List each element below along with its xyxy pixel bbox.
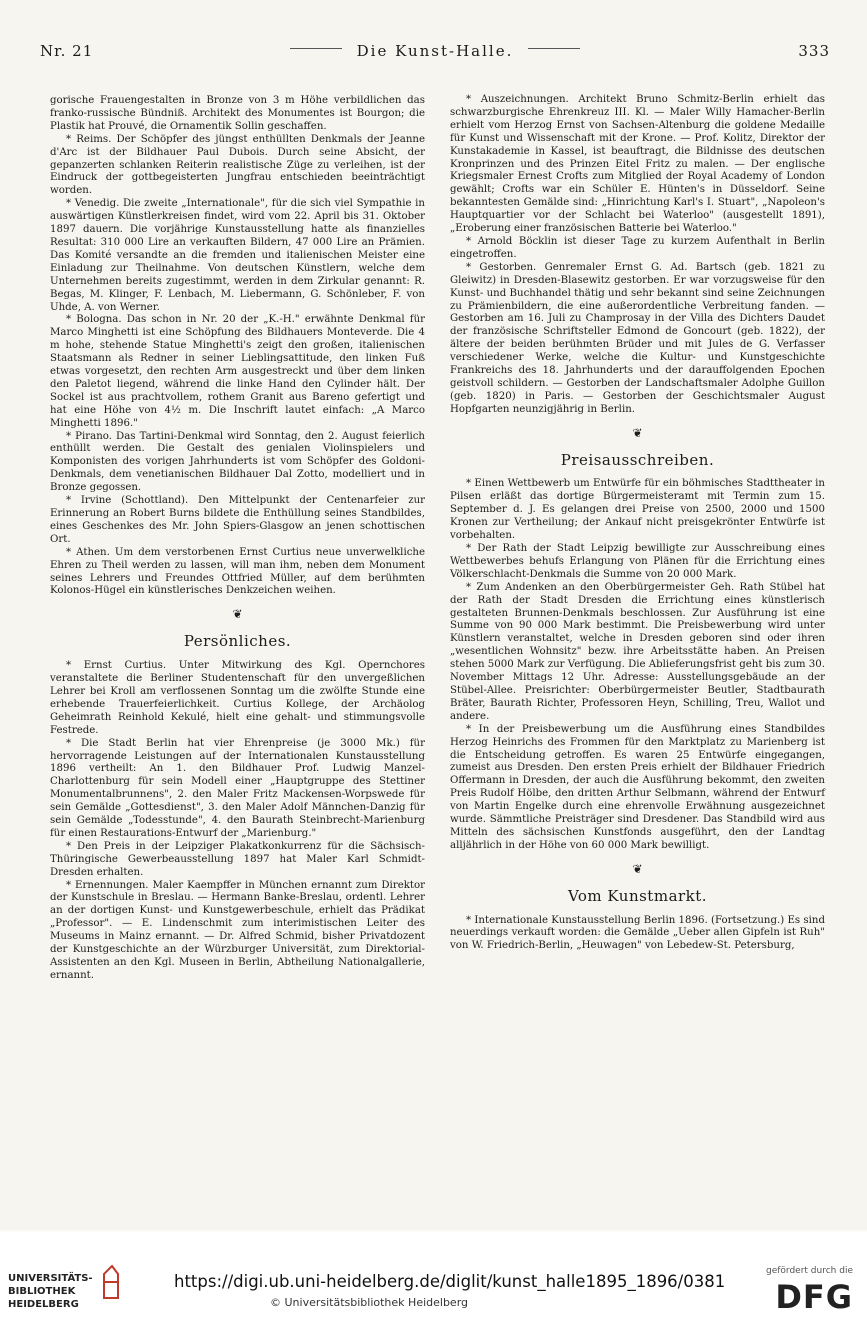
paragraph: * Auszeichnungen. Architekt Bruno Schmitz-Berlin erhielt das schwarzburgische Ehrenkreuz III. Kl. — Maler Willy Hamacher-Berlin erhielt vom Herzog Ernst von Sachsen-Altenburg die goldene Medaille für Kunst und Wissenschaft mit der Krone. — Prof. Kolitz, Direktor der Kunstakademie in Kassel, ist beauftragt, die Bildnisse des deutschen Kronprinzen und des Prinzen Eitel Fritz zu malen. — Der englische Kriegsmaler Ernest Crofts zum Mitglied der Royal Academy of London gewählt; Crofts war ein Schüler E. Hünten's in Düsseldorf. Seine bekanntesten Gemälde sind: „Hinrichtung Karl's I. Stuart", „Napoleon's Hauptquartier vor der Schlacht bei Waterloo" (ausgestellt 1891), „Eroberung einer französischen Batterie bei Waterloo." (450, 94, 825, 235)
paragraph: * Der Rath der Stadt Leipzig bewilligte zur Ausschreibung eines Wettbewerbes behufs Erlangung von Plänen für die Errichtung eines Völkerschlacht-Denkmals die Summe von 20 000 Mark. (450, 543, 825, 580)
page-number: 333 (798, 42, 830, 60)
left-column (50, 95, 425, 983)
header-rule-right (528, 48, 580, 49)
paragraph: * Einen Wettbewerb um Entwürfe für ein böhmisches Stadttheater in Pilsen erläßt das dortige Bürgermeisteramt mit Termin zum 15. September d. J. Es gelangen drei Preise von 2500, 2000 und 1500 Kronen zur Vertheilung; der Ankauf nicht preisgekrönter Entwürfe ist vorbehalten. (450, 478, 825, 542)
ornament-icon: ❦ (632, 861, 643, 876)
dfg-logo[interactable]: DFG (775, 1278, 853, 1316)
issue-number: Nr. 21 (40, 42, 94, 60)
paragraph: * Athen. Um dem verstorbenen Ernst Curtius neue unverwelkliche Ehren zu Theil werden zu lassen, will man ihm, neben dem Monument seines Lehrers und Freundes Ottfried Müller, auf dem berühmten Kolonos-Hügel ein künstlerisches Denkzeichen weihen. (50, 546, 425, 597)
paragraph: gorische Frauengestalten in Bronze von 3 m Höhe verbildlichen das franko-russische Bündniß. Architekt des Monumentes ist Bourgon; die Plastik hat Prouvé, die Ornamentik Sollin geschaffen. (50, 95, 425, 132)
funder-note: gefördert durch die (766, 1266, 853, 1276)
footer-bar (0, 1232, 867, 1322)
right-column (450, 94, 825, 953)
paragraph: * Irvine (Schottland). Den Mittelpunkt der Centenarfeier zur Erinnerung an Robert Burns bildete die Enthüllung seines Standbildes, eines Geschenkes des Mr. John Spiers-Glasgow an jenen schottischen Ort. (50, 495, 425, 545)
paragraph: * Ernennungen. Maler Kaempffer in München ernannt zum Direktor der Kunstschule in Breslau. — Hermann Banke-Breslau, ordentl. Lehrer an der dortigen Kunst- und Kunstgewerbeschule, erhielt das Prädikat „Professor". — E. Lindenschmit zum interimistischen Leiter des Museums in Mainz ernannt. — Dr. Alfred Schmid, bisher Privatdozent der Kunstgeschichte an der Würzburger Universität, zum Direktorial-Assistenten an den Kgl. Museen in Berlin, Abtheilung Nationalgallerie, ernannt. (50, 879, 425, 981)
section-heading: Preisausschreiben. (560, 450, 715, 469)
permalink-link[interactable]: https://digi.ub.uni-heidelberg.de/diglit/kunst_halle1895_1896/0381 (174, 1272, 726, 1291)
section-heading: Persönliches. (183, 632, 292, 651)
library-emblem-icon (100, 1264, 122, 1300)
running-head (40, 42, 830, 72)
ornament-icon: ❦ (232, 607, 243, 622)
library-logo[interactable] (8, 1262, 168, 1312)
paragraph: * Bologna. Das schon in Nr. 20 der „K.-H." erwähnte Denkmal für Marco Minghetti ist eine Schöpfung des Bildhauers Monteverde. Die 4 m hohe, stehende Statue Minghetti's zeigt den großen, italienischen Staatsmann als Redner in seiner Lieblingsattitude, den linken Fuß etwas vorgesetzt, den rechten Arm ausgestreckt und über dem linken den Paletot liegend, während die linke Hand den Cylinder hält. Der Sockel ist aus prachtvollem, rothem Granit aus Bareno gefertigt und hat eine Höhe von 4½ m. Die Inschrift lautet einfach: „A Marco Minghetti 1896." (50, 314, 425, 429)
paragraph: * Gestorben. Genremaler Ernst G. Ad. Bartsch (geb. 1821 zu Gleiwitz) in Dresden-Blasewitz gestorben. Er war vorzugsweise für den Kunst- und Buchhandel thätig und sehr bekannt sind seine Zeichnungen zu Prämienbildern, die eine außerordentliche Verbreitung fanden. — Gestorben am 16. Juli zu Champrosay in der Villa des Dichters Daudet der französische Schriftsteller Edmond de Goncourt (geb. 1822), der ältere der beiden berühmten Brüder und mit Jules de G. Verfasser verschiedener Werke, welche die Kultur- und Kunstgeschichte Frankreichs des 18. Jahrhunderts und der darauffolgenden Epochen geistvoll schildern. — Gestorben der Landschaftsmaler Adolphe Guillon (geb. 1820) in Paris. — Gestorben der Geschichtsmaler August Hopfgarten neunzigjährig in Berlin. (450, 261, 825, 415)
paragraph: * Die Stadt Berlin hat vier Ehrenpreise (je 3000 Mk.) für hervorragende Leistungen auf der Internationalen Kunstausstellung 1896 vertheilt: An 1. den Bildhauer Prof. Ludwig Manzel-Charlottenburg für sein Modell einer „Hauptgruppe des Stettiner Monumentalbrunnens", 2. den Maler Fritz Mackensen-Worpswede für sein Gemälde „Gottesdienst", 3. den Maler Adolf Männchen-Danzig für sein Gemälde „Todesstunde", 4. den Baurath Steinbrecht-Marienburg für einen Restaurations-Entwurf der „Marienburg." (50, 737, 425, 839)
journal-title: Die Kunst-Halle. (356, 42, 514, 60)
ornament-icon: ❦ (632, 425, 643, 440)
paragraph: * Pirano. Das Tartini-Denkmal wird Sonntag, den 2. August feierlich enthüllt werden. Die Gestalt des genialen Violinspielers und Komponisten des vorigen Jahrhunderts ist vom Schöpfer des Goldoni-Denkmals, dem venetianischen Bildhauer Dal Zotto, modelliert und in Bronze gegossen. (50, 430, 425, 494)
copyright-notice: © Universitätsbibliothek Heidelberg (270, 1296, 469, 1309)
library-name: UNIVERSITÄTS- BIBLIOTHEK HEIDELBERG (8, 1273, 93, 1310)
section-heading: Vom Kunstmarkt. (567, 886, 708, 905)
paragraph: * Venedig. Die zweite „Internationale", für die sich viel Sympathie in auswärtigen Künstlerkreisen findet, wird vom 22. April bis 31. Oktober 1897 dauern. Die vorjährige Kunstausstellung hatte als finanzielles Resultat: 310 000 Lire an verkauften Bildern, 47 000 Lire an Prämien. Das Komité versandte an die fremden und italienischen Meister eine Einladung zur Theilnahme. Von deutschen Künstlern, welche dem Unternehmen bereits zugestimmt, werden in dem Zirkular genannt: R. Begas, M. Klinger, F. Lenbach, M. Liebermann, G. Schönleber, F. von Uhde, A. von Werner. (50, 198, 425, 313)
paragraph: * Internationale Kunstausstellung Berlin 1896. (Fortsetzung.) Es sind neuerdings verkauft worden: die Gemälde „Ueber allen Gipfeln ist Ruh" von W. Friedrich-Berlin, „Heuwagen" von Lebedew-St. Petersburg, (450, 914, 825, 952)
paragraph: * In der Preisbewerbung um die Ausführung eines Standbildes Herzog Heinrichs des Frommen für den Marktplatz zu Marienberg ist die Entscheidung getroffen. Es waren 25 Entwürfe eingegangen, zumeist aus Dresden. Den ersten Preis erhielt der Bildhauer Friedrich Offermann in Dresden, der auch die Ausführung bekommt, den zweiten Preis Rudolf Hölbe, den dritten Arthur Selbmann, während der Entwurf von Martin Engelke durch eine ehrenvolle Erwähnung ausgezeichnet wurde. Sämmtliche Preisträger sind Dresdener. Das Standbild wird aus Mitteln des sächsischen Kunstfonds ausgeführt, den der Landtag alljährlich in der Höhe von 60 000 Mark bewilligt. (450, 723, 825, 851)
paragraph: * Den Preis in der Leipziger Plakatkonkurrenz für die Sächsisch-Thüringische Gewerbeausstellung 1897 hat Maler Karl Schmidt-Dresden erhalten. (50, 840, 425, 878)
paragraph: * Reims. Der Schöpfer des jüngst enthüllten Denkmals der Jeanne d'Arc ist der Bildhauer Paul Dubois. Durch seine Absicht, der gepanzerten schlanken Reiterin realistische Züge zu verleihen, ist der Eindruck der gottbegeisterten Jungfrau entschieden beeinträchtigt worden. (50, 133, 425, 197)
paragraph: * Arnold Böcklin ist dieser Tage zu kurzem Aufenthalt in Berlin eingetroffen. (450, 235, 825, 260)
paragraph: * Zum Andenken an den Oberbürgermeister Geh. Rath Stübel hat der Rath der Stadt Dresden die Errichtung eines künstlerisch gestalteten Brunnen-Denkmals beschlossen. Zur Ausführung ist eine Summe von 90 000 Mark bestimmt. Die Preisbewerbung wird unter Künstlern veranstaltet, welche in Dresden geboren sind oder ihren „wesentlichen Wohnsitz" bezw. ihre Arbeitsstätte haben. An Preisen stehen 5000 Mark zur Verfügung. Die Ablieferungsfrist geht bis zum 30. November Mittags 12 Uhr. Adresse: Ausstellungsgebäude an der Stübel-Allee. Preisrichter: Oberbürgermeister Beutler, Stadtbaurath Bräter, Baurath Richter, Professoren Heyn, Schilling, Treu, Wallot und andere. (450, 581, 825, 722)
paragraph: * Ernst Curtius. Unter Mitwirkung des Kgl. Opernchores veranstaltete die Berliner Studentenschaft für den unvergeßlichen Lehrer bei Kroll am verflossenen Sonntag um die zwölfte Stunde eine erhebende Trauerfeierlichkeit. Curtius Kollege, der Archäolog Geheimrath Reinhold Kekulé, hielt eine gehalt- und stimmungsvolle Festrede. (50, 660, 425, 736)
